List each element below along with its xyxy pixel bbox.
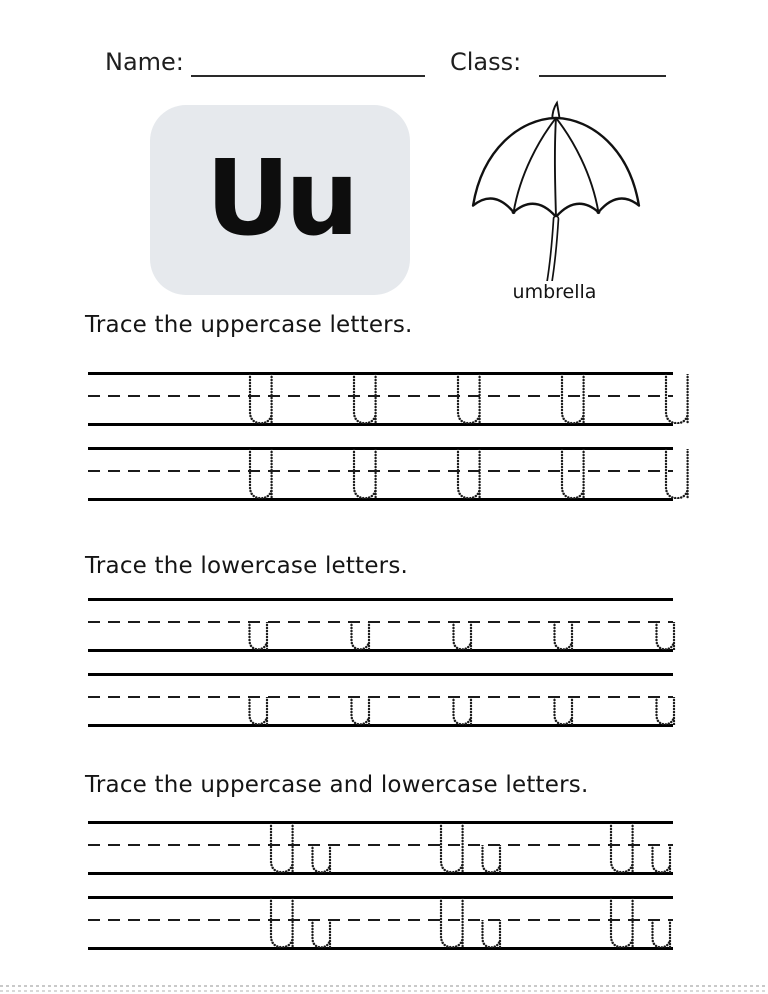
trace-rows-mixed bbox=[88, 821, 673, 971]
trace-letter-u bbox=[247, 622, 270, 650]
trace-letter-u bbox=[650, 920, 673, 948]
trace-letter-U bbox=[559, 449, 587, 499]
trace-letter-u bbox=[650, 845, 673, 873]
trace-row-upper[interactable] bbox=[88, 447, 673, 501]
trace-letter-u bbox=[480, 845, 503, 873]
trace-letter-U bbox=[247, 374, 275, 424]
umbrella-caption: umbrella bbox=[512, 281, 597, 303]
name-field[interactable] bbox=[191, 75, 425, 77]
trace-letter-U bbox=[438, 823, 466, 873]
bottom-dotted-strip bbox=[0, 985, 768, 987]
trace-letter-U bbox=[247, 449, 275, 499]
trace-letter-U bbox=[268, 898, 296, 948]
letter-card bbox=[150, 105, 410, 295]
trace-row-upper[interactable] bbox=[88, 372, 673, 426]
trace-letter-U bbox=[438, 898, 466, 948]
trace-letter-u bbox=[654, 697, 677, 725]
trace-letter-u bbox=[310, 845, 333, 873]
guide-line-bottom bbox=[88, 649, 673, 652]
trace-letter-u bbox=[654, 622, 677, 650]
guide-line-middle-dashed bbox=[88, 844, 673, 846]
trace-rows-uppercase bbox=[88, 372, 673, 522]
guide-line-bottom bbox=[88, 947, 673, 950]
trace-letter-U bbox=[351, 374, 379, 424]
trace-letter-U bbox=[663, 374, 691, 424]
letter-card-text: Uu bbox=[205, 137, 355, 259]
trace-letter-U bbox=[455, 374, 483, 424]
name-label: Name: bbox=[105, 48, 184, 76]
guide-line-middle-dashed bbox=[88, 621, 673, 623]
trace-row-mixed[interactable] bbox=[88, 821, 673, 875]
guide-line-bottom bbox=[88, 872, 673, 875]
guide-line-bottom bbox=[88, 724, 673, 727]
umbrella-icon bbox=[458, 100, 654, 281]
trace-letter-u bbox=[349, 697, 372, 725]
guide-line-middle-dashed bbox=[88, 696, 673, 698]
guide-line-top bbox=[88, 821, 673, 824]
trace-letter-U bbox=[663, 449, 691, 499]
trace-row-mixed[interactable] bbox=[88, 896, 673, 950]
trace-letter-u bbox=[552, 697, 575, 725]
trace-rows-lowercase bbox=[88, 598, 673, 748]
trace-letter-U bbox=[268, 823, 296, 873]
trace-letter-u bbox=[552, 622, 575, 650]
trace-letter-U bbox=[608, 823, 636, 873]
trace-row-lower[interactable] bbox=[88, 673, 673, 727]
heading-lowercase: Trace the lowercase letters. bbox=[85, 553, 409, 579]
heading-uppercase: Trace the uppercase letters. bbox=[85, 312, 413, 338]
trace-letter-U bbox=[351, 449, 379, 499]
class-label: Class: bbox=[450, 48, 522, 76]
bottom-dotted-strip bbox=[0, 990, 768, 992]
trace-letter-u bbox=[247, 697, 270, 725]
trace-letter-u bbox=[451, 697, 474, 725]
trace-letter-u bbox=[480, 920, 503, 948]
trace-letter-U bbox=[608, 898, 636, 948]
trace-letter-U bbox=[455, 449, 483, 499]
guide-line-top bbox=[88, 896, 673, 899]
guide-line-top bbox=[88, 673, 673, 676]
guide-line-top bbox=[88, 598, 673, 601]
trace-row-lower[interactable] bbox=[88, 598, 673, 652]
trace-letter-u bbox=[310, 920, 333, 948]
trace-letter-u bbox=[451, 622, 474, 650]
class-field[interactable] bbox=[539, 75, 666, 77]
guide-line-middle-dashed bbox=[88, 919, 673, 921]
trace-letter-u bbox=[349, 622, 372, 650]
heading-mixed: Trace the uppercase and lowercase letters. bbox=[85, 772, 589, 798]
trace-letter-U bbox=[559, 374, 587, 424]
